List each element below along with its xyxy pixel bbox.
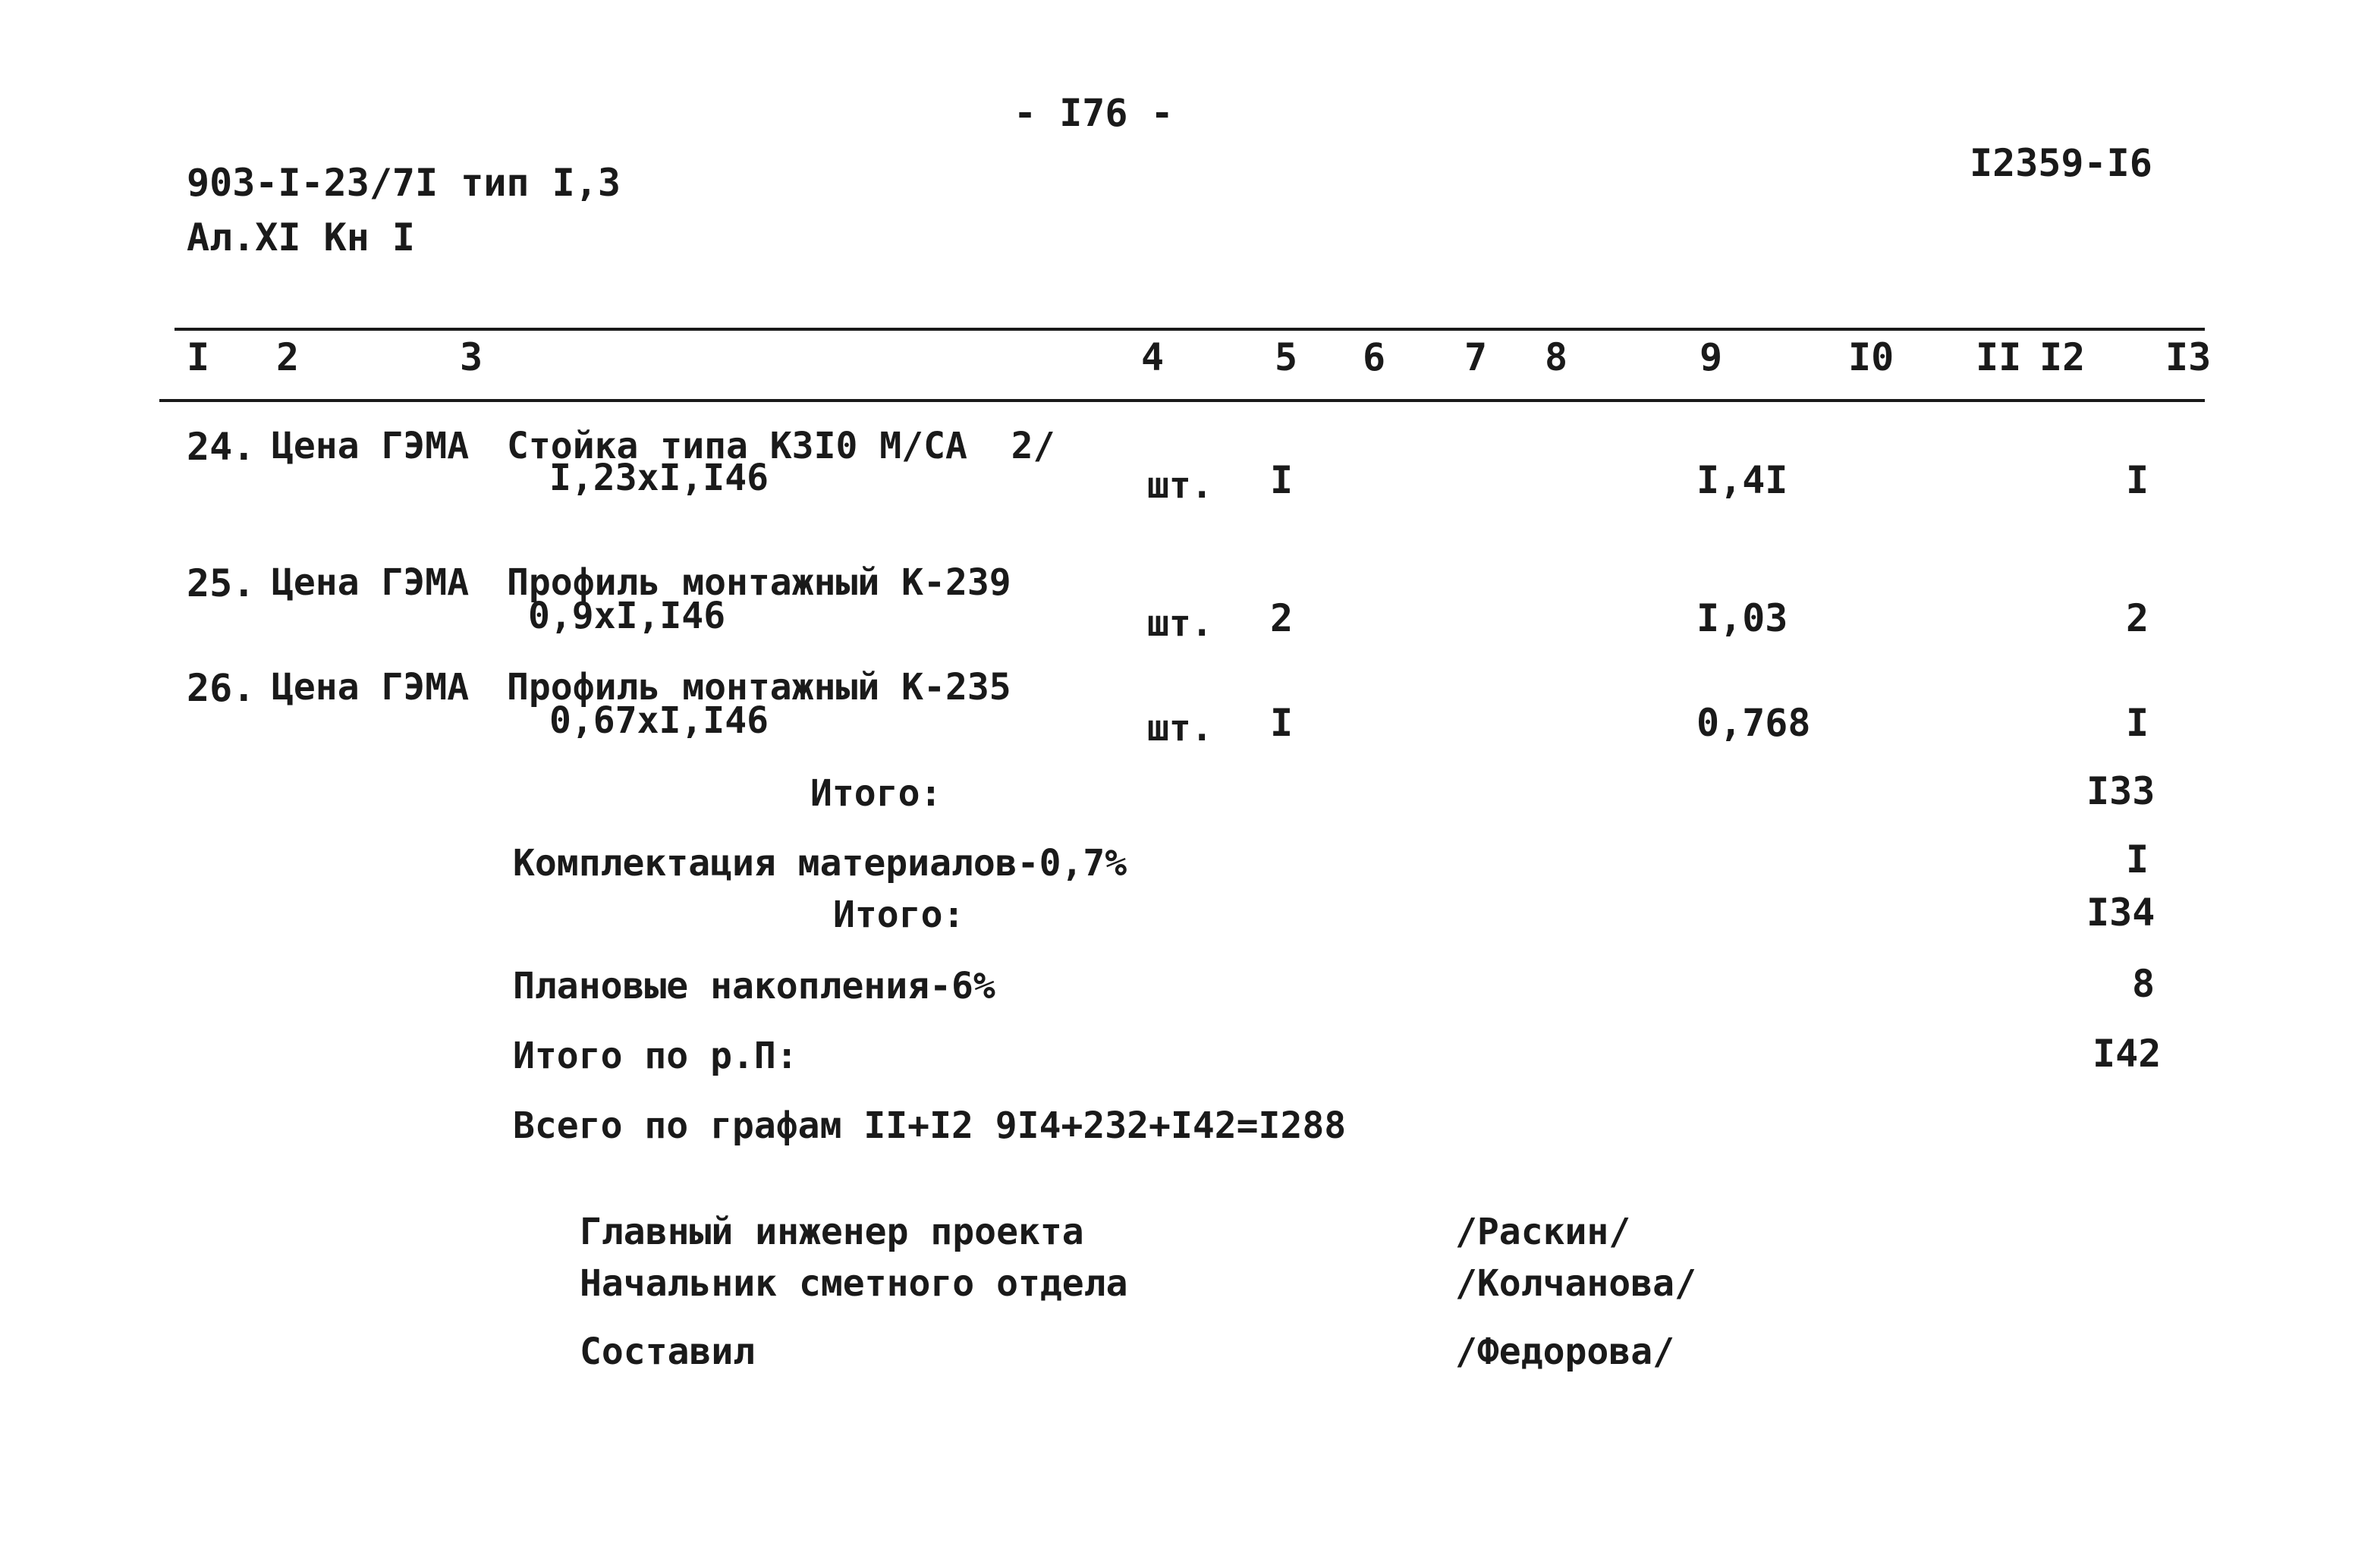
column-13-value: I: [2126, 458, 2149, 502]
column-number: 9: [1700, 335, 1723, 379]
document-code: 903-I-23/7I тип I,3: [187, 161, 621, 205]
unit: шт.: [1147, 602, 1213, 645]
column-9-value: I,4I: [1696, 458, 1788, 502]
column-number: 2: [276, 335, 300, 379]
quantity: I: [1270, 458, 1294, 502]
table-header-rule: [159, 399, 2205, 402]
column-13-value: I: [2126, 701, 2149, 745]
column-13-value: 2: [2126, 596, 2149, 640]
price-source: Цена ГЭМА: [272, 425, 470, 467]
signature-role: Составил: [580, 1331, 756, 1373]
item-name: Стойка типа КЗI0 М/СА 2/: [507, 425, 1055, 467]
signature-name: /Федорова/: [1455, 1331, 1674, 1373]
column-number: 5: [1275, 335, 1298, 379]
total-value: 8: [2132, 962, 2155, 1006]
album-reference: Ал.XI Кн I: [187, 215, 416, 259]
column-number: I: [187, 335, 210, 379]
price-source: Цена ГЭМА: [272, 561, 470, 604]
column-number: 8: [1545, 335, 1568, 379]
price-source: Цена ГЭМА: [272, 666, 470, 709]
quantity: 2: [1270, 596, 1294, 640]
total-label: Итого:: [833, 894, 965, 936]
row-number: 24.: [187, 425, 256, 469]
column-number: I2: [2039, 335, 2086, 379]
total-label: Комплектация материалов-0,7%: [513, 842, 1127, 885]
table-top-rule: [175, 328, 2205, 331]
row-number: 25.: [187, 561, 256, 605]
column-9-value: I,03: [1696, 596, 1788, 640]
column-number: I3: [2165, 335, 2212, 379]
item-formula: I,23хI,I46: [549, 457, 769, 499]
column-number: 3: [460, 335, 483, 379]
signature-name: /Раскин/: [1455, 1211, 1631, 1253]
total-label: Итого по р.П:: [513, 1035, 798, 1077]
column-number: II: [1976, 335, 2022, 379]
row-number: 26.: [187, 666, 256, 710]
quantity: I: [1270, 701, 1294, 745]
column-number: 6: [1363, 335, 1386, 379]
unit: шт.: [1147, 707, 1213, 749]
signature-role: Главный инженер проекта: [580, 1211, 1084, 1253]
column-number: 4: [1141, 335, 1165, 379]
total-value: I33: [2086, 769, 2155, 813]
item-formula: 0,67хI,I46: [549, 699, 769, 742]
total-value: I: [2126, 837, 2149, 881]
total-value: I42: [2093, 1032, 2162, 1076]
column-9-value: 0,768: [1696, 701, 1811, 745]
unit: шт.: [1147, 464, 1213, 507]
item-name: Профиль монтажный К-239: [507, 561, 1011, 604]
sheet-id: I2359-I6: [1970, 141, 2152, 185]
total-label: Итого:: [810, 772, 942, 815]
page-number: - I76 -: [1014, 91, 1174, 135]
item-formula: 0,9хI,I46: [528, 595, 726, 637]
signature-role: Начальник сметного отдела: [580, 1262, 1128, 1305]
grand-total: Всего по графам II+I2 9I4+232+I42=I288: [513, 1105, 1347, 1147]
column-number: I0: [1848, 335, 1894, 379]
item-name: Профиль монтажный К-235: [507, 666, 1011, 709]
total-label: Плановые накопления-6%: [513, 965, 995, 1007]
signature-name: /Колчанова/: [1455, 1262, 1696, 1305]
total-value: I34: [2086, 891, 2155, 935]
column-number: 7: [1464, 335, 1488, 379]
